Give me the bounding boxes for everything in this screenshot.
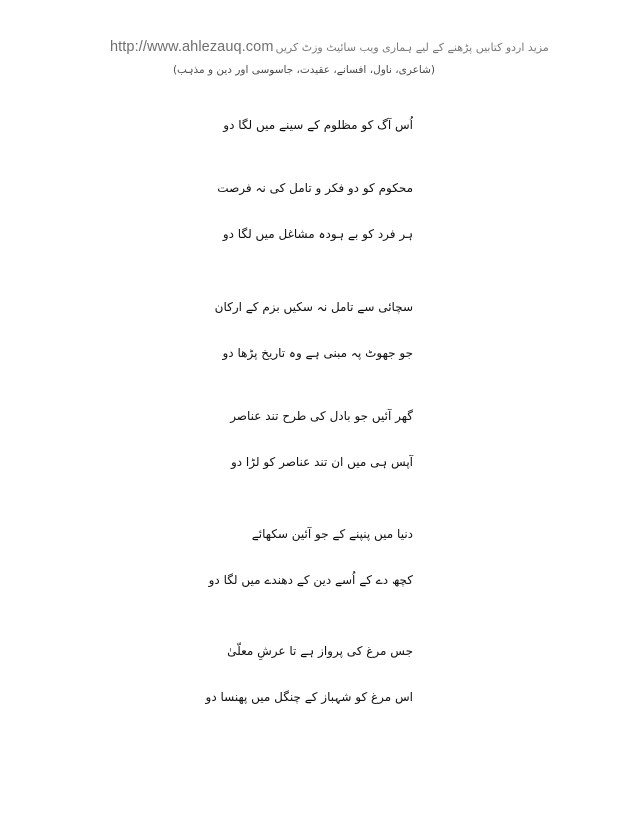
poem-line: دنیا میں پنپنے کے جو آئین سکھائے [251, 527, 413, 541]
poem-line: جس مرغ کی پرواز ہے تا عرشِ معلّیٰ [227, 644, 413, 658]
header-subtitle: (شاعری، ناول، افسانے، عقیدت، جاسوسی اور دین و مذہب) [172, 64, 435, 76]
poem-line: سچائی سے تامل نہ سکیں بزم کے ارکان [214, 300, 413, 314]
poem-line: محکوم کو دو فکر و تامل کی نہ فرصت [217, 181, 413, 195]
poem-line: گھر آئیں جو بادل کی طرح تند عناصر [230, 409, 413, 423]
poem-line: اُس آگ کو مظلوم کے سینے میں لگا دو [223, 118, 413, 132]
poem-line: کچھ دے کے اُسے دین کے دھندے میں لگا دو [208, 573, 413, 587]
poem-line: اس مرغ کو شہباز کے چنگل میں پھنسا دو [205, 690, 413, 704]
website-link[interactable]: http://www.ahlezauq.com [110, 39, 274, 55]
poem-line: جو جھوٹ پہ مبنی ہے وہ تاریخ پڑھا دو [222, 346, 413, 360]
header-promo-text: مزید اردو کتابیں پڑھنے کے لیے ہماری ویب سائیٹ وزٹ کریں [275, 40, 549, 54]
poem-line: آپس ہی میں ان تند عناصر کو لڑا دو [230, 455, 413, 469]
poem-line: ہر فرد کو بے ہودہ مشاغل میں لگا دو [222, 227, 413, 241]
header-banner [110, 36, 550, 58]
